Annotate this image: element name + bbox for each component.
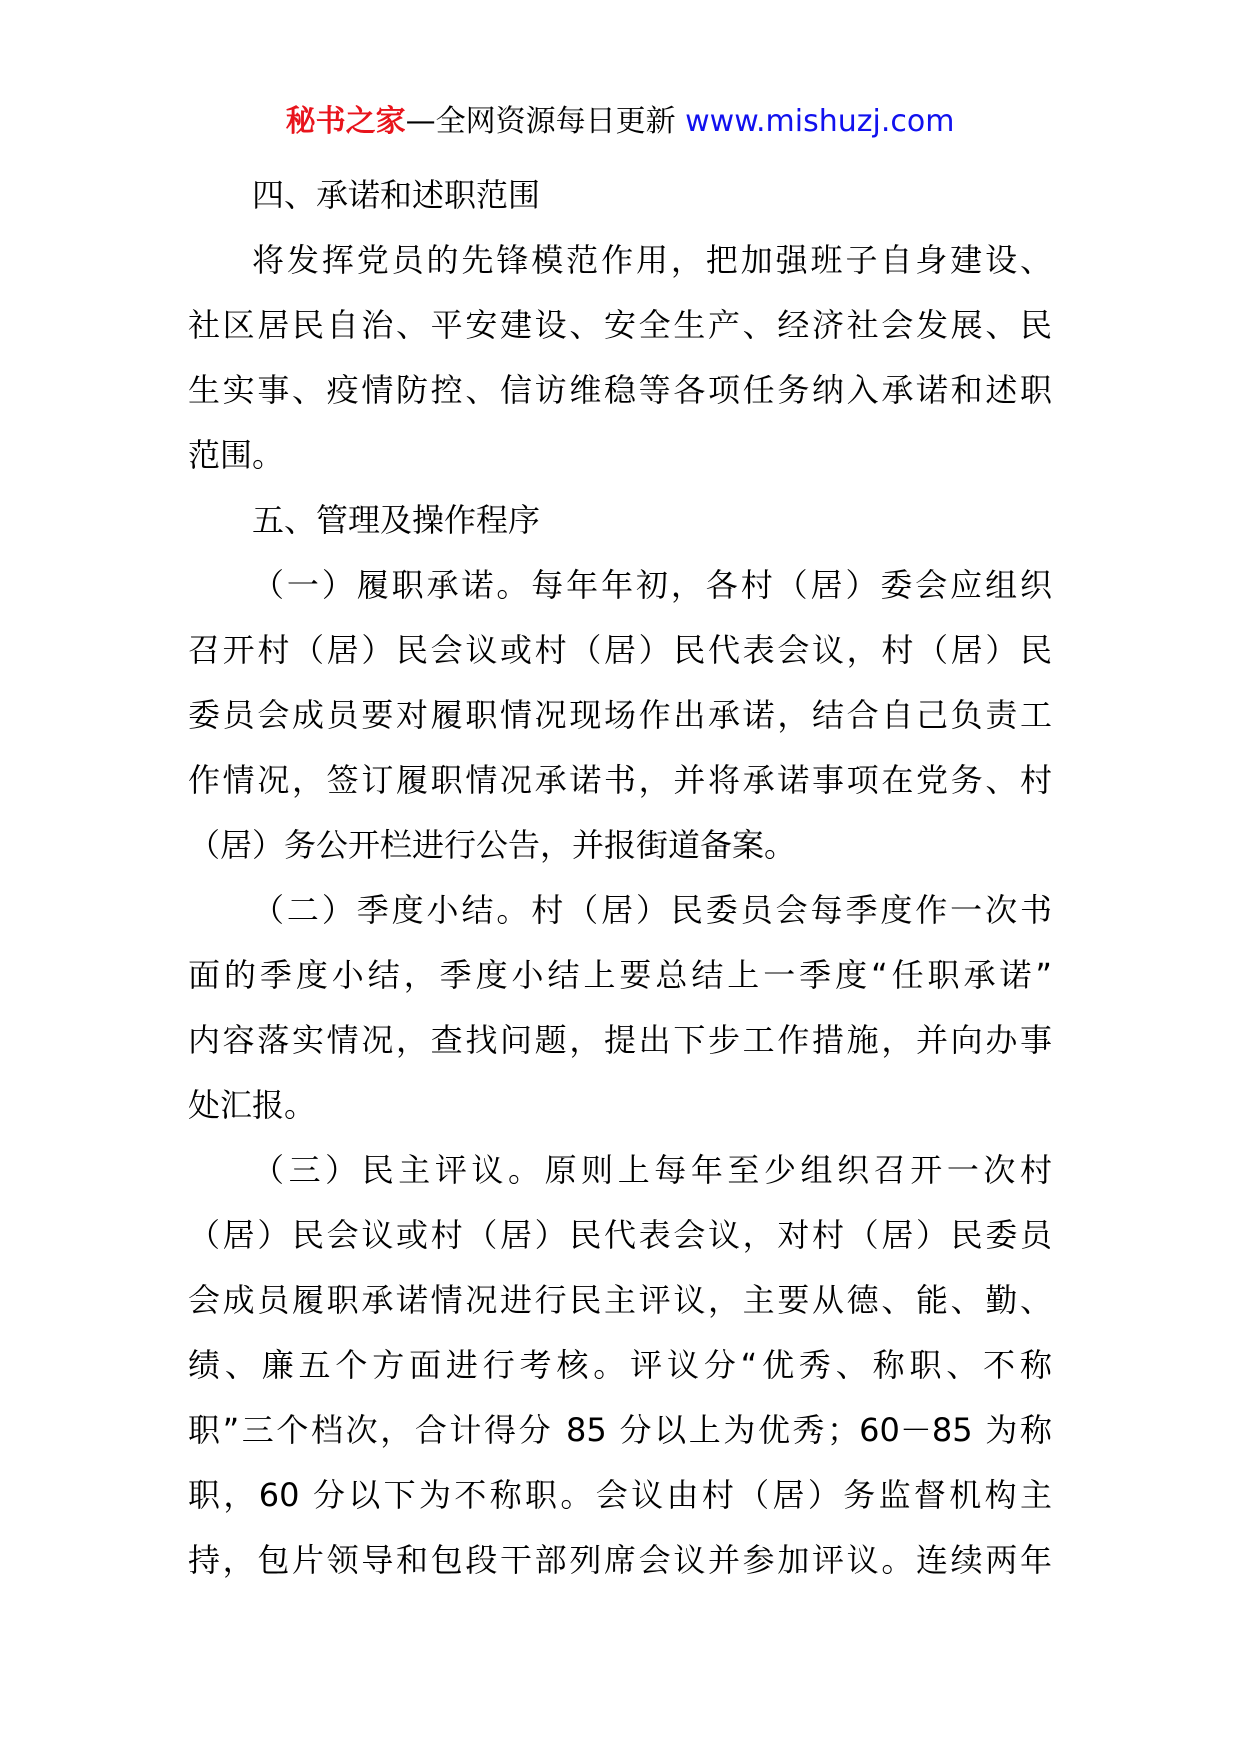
paragraph-line: 生实事、疫情防控、信访维稳等各项任务纳入承诺和述职 — [188, 371, 1052, 409]
paragraph-line: （居）民会议或村（居）民代表会议，对村（居）民委员 — [188, 1216, 1052, 1254]
brand-name: 秘书之家 — [285, 104, 406, 139]
paragraph-line: 范围。 — [188, 436, 285, 474]
paragraph-line: 社区居民自治、平安建设、安全生产、经济社会发展、民 — [188, 306, 1052, 344]
paragraph-line: 持，包片领导和包段干部列席会议并参加评议。连续两年 — [188, 1541, 1052, 1579]
section-heading: 五、管理及操作程序 — [252, 501, 541, 539]
paragraph-line: 召开村（居）民会议或村（居）民代表会议，村（居）民 — [188, 631, 1052, 669]
watermark-header — [0, 100, 1240, 144]
section-heading: 四、承诺和述职范围 — [252, 176, 541, 214]
paragraph-line: 将发挥党员的先锋模范作用，把加强班子自身建设、 — [252, 241, 1052, 279]
paragraph-line: 作情况，签订履职情况承诺书，并将承诺事项在党务、村 — [188, 761, 1052, 799]
paragraph-line: 处汇报。 — [188, 1086, 317, 1124]
paragraph-line: 职”三个档次，合计得分 85 分以上为优秀；60－85 为称 — [188, 1411, 1052, 1449]
paragraph-line: 绩、廉五个方面进行考核。评议分“优秀、称职、不称 — [188, 1346, 1052, 1384]
paragraph-line: （二）季度小结。村（居）民委员会每季度作一次书 — [252, 891, 1052, 929]
site-url[interactable]: www.mishuzj.com — [685, 104, 955, 139]
paragraph-line: 职，60 分以下为不称职。会议由村（居）务监督机构主 — [188, 1476, 1052, 1514]
paragraph-line: 会成员履职承诺情况进行民主评议，主要从德、能、勤、 — [188, 1281, 1052, 1319]
paragraph-line: （三）民主评议。原则上每年至少组织召开一次村 — [252, 1151, 1052, 1189]
document-body — [188, 163, 1052, 1593]
paragraph-line: （居）务公开栏进行公告，并报街道备案。 — [188, 826, 797, 864]
header-slogan: —全网资源每日更新 — [405, 104, 676, 139]
paragraph-line: 面的季度小结，季度小结上要总结上一季度“任职承诺” — [188, 956, 1052, 994]
paragraph-line: 内容落实情况，查找问题，提出下步工作措施，并向办事 — [188, 1021, 1052, 1059]
paragraph-line: （一）履职承诺。每年年初，各村（居）委会应组织 — [252, 566, 1052, 604]
paragraph-line: 委员会成员要对履职情况现场作出承诺，结合自己负责工 — [188, 696, 1052, 734]
